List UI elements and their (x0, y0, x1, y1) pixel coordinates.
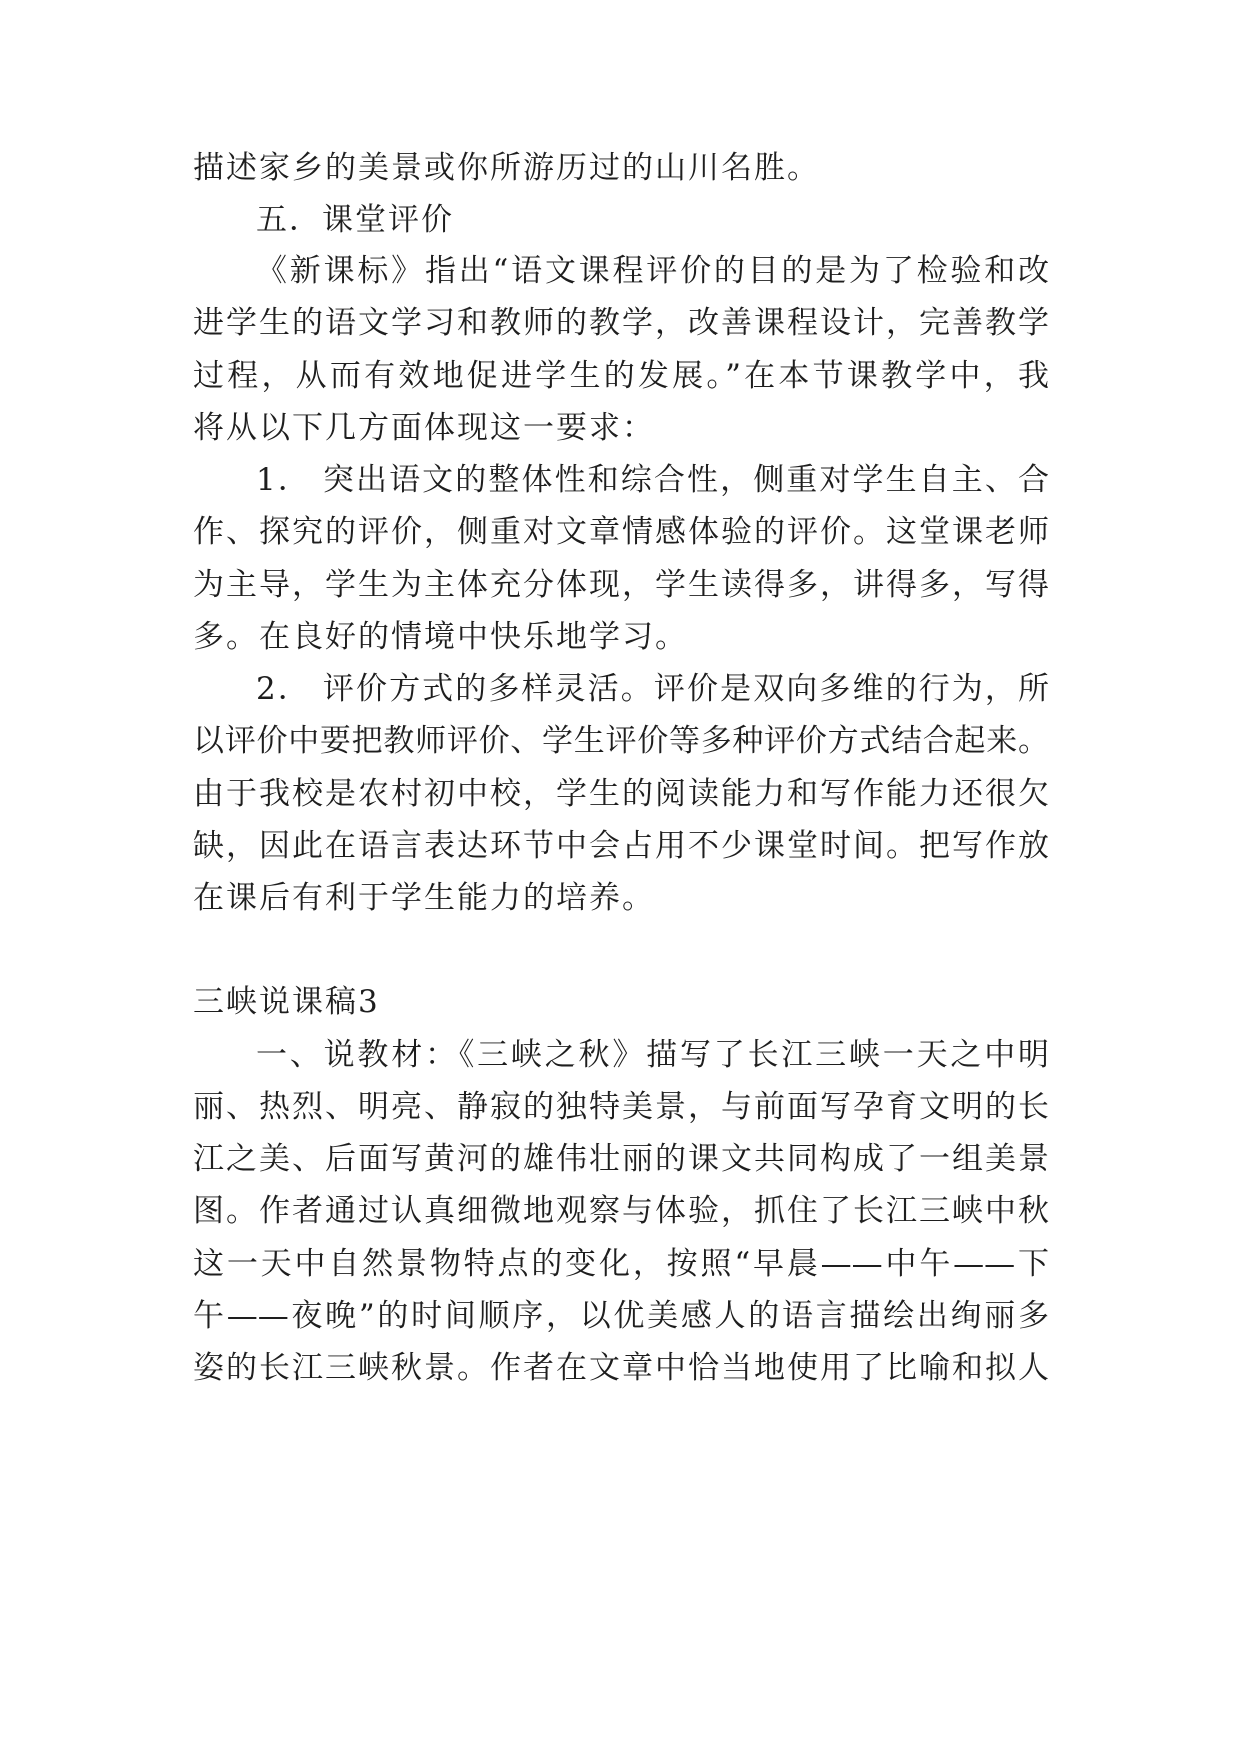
text-line: 过程，从而有效地促进学生的发展。”在本节课教学中，我 (193, 358, 1049, 394)
text-line: 午——夜晚”的时间顺序，以优美感人的语言描绘出绚丽多 (193, 1298, 1049, 1334)
text-line: 多。在良好的情境中快乐地学习。 (193, 619, 688, 655)
text-line: 作、探究的评价，侧重对文章情感体验的评价。这堂课老师 (193, 514, 1049, 550)
text-line: 在课后有利于学生能力的培养。 (193, 880, 655, 916)
text-line: 丽、热烈、明亮、静寂的独特美景，与前面写孕育文明的长 (193, 1089, 1049, 1125)
text-line: 一、说教材：《三峡之秋》描写了长江三峡一天之中明 (256, 1037, 1049, 1073)
text-line: 2． 评价方式的多样灵活。评价是双向多维的行为，所 (256, 671, 1049, 707)
text-line: 将从以下几方面体现这一要求： (193, 410, 655, 446)
text-line: 描述家乡的美景或你所游历过的山川名胜。 (193, 150, 820, 186)
text-line: 这一天中自然景物特点的变化，按照“早晨——中午——下 (193, 1246, 1049, 1282)
text-line: 1． 突出语文的整体性和综合性，侧重对学生自主、合 (256, 462, 1049, 498)
text-line: 为主导，学生为主体充分体现，学生读得多，讲得多，写得 (193, 567, 1049, 603)
section-heading: 五．课堂评价 (256, 202, 454, 238)
text-line: 进学生的语文学习和教师的教学，改善课程设计，完善教学 (193, 305, 1049, 341)
text-line: 姿的长江三峡秋景。作者在文章中恰当地使用了比喻和拟人 (193, 1350, 1049, 1386)
text-line: 江之美、后面写黄河的雄伟壮丽的课文共同构成了一组美景 (193, 1141, 1049, 1177)
text-line: 由于我校是农村初中校，学生的阅读能力和写作能力还很欠 (193, 776, 1049, 812)
text-line: 缺，因此在语言表达环节中会占用不少课堂时间。把写作放 (193, 828, 1049, 864)
text-line: 图。作者通过认真细微地观察与体验，抓住了长江三峡中秋 (193, 1193, 1049, 1229)
text-line: 以评价中要把教师评价、学生评价等多种评价方式结合起来。 (193, 723, 1049, 759)
section-title: 三峡说课稿3 (193, 984, 380, 1020)
text-line: 《新课标》指出“语文课程评价的目的是为了检验和改 (256, 253, 1049, 289)
